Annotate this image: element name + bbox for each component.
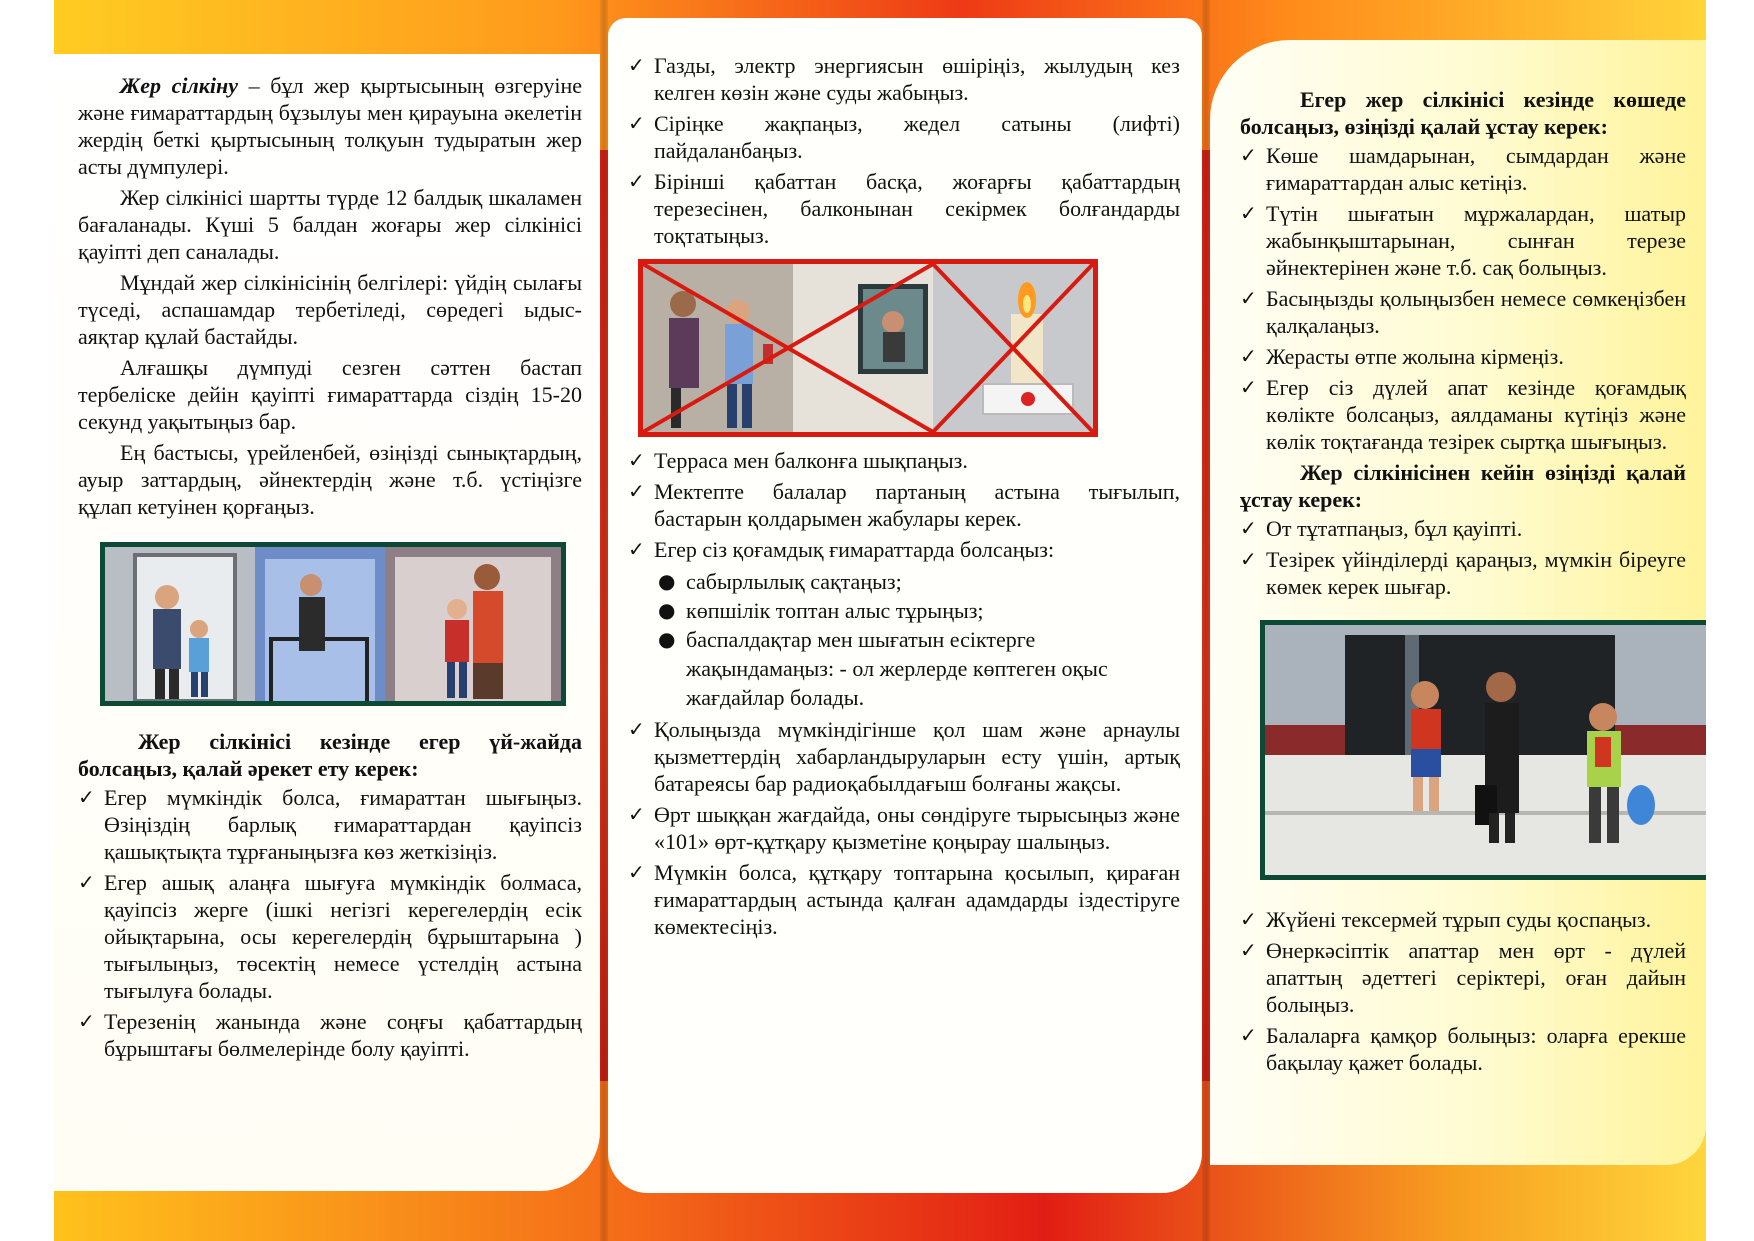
safety-list-item: ✓ Терраса мен балконға шықпаңыз. (628, 448, 968, 473)
safety-list-item: ✓ Қолыңызда мүмкіндігінше қол шам және арнаулы қызметтердің хабарландыруларын есту үшін, артық батареясы бар радиоқабылдағыш болғаны жақсы. (628, 717, 1180, 796)
check-icon: ✓ (1240, 286, 1257, 310)
check-icon: ✓ (1240, 1023, 1257, 1047)
leaving-building-drawing (1265, 625, 1706, 875)
safety-list-item: ✓ Мектепте балалар партаның астына тығылып, бастарын қолдарымен жабулары керек. (628, 479, 1180, 531)
check-icon: ✓ (628, 537, 645, 561)
check-icon: ✓ (1240, 516, 1257, 540)
intro-paragraph (78, 72, 582, 180)
safety-list-item: ✓ Егер сіз қоғамдық ғимараттарда болсаңыз: (628, 537, 1055, 562)
check-icon: ✓ (628, 448, 645, 472)
paragraph: Мұндай жер сілкінісінің белгілері: үйдің сылағы түседі, аспашамдар тербетіледі, сөредегі ыдыс-аяқтар құлай бастайды. (78, 270, 582, 349)
after-list-item: ✓ От тұтатпаңыз, бұл қауіпті. (1240, 516, 1523, 541)
panel-right (1210, 0, 1706, 1241)
street-list-item: ✓ Басыңызды қолыңызбен немесе сөмкеңізбен қалқалаңыз. (1240, 286, 1686, 338)
check-icon: ✓ (78, 1009, 95, 1033)
check-icon: ✓ (628, 111, 645, 135)
street-list-item: ✓ Түтін шығатын мұржалардан, шатыр жабынқыштарынан, сынған терезе әйнектерінен және т.б. сақ болыңыз. (1240, 201, 1686, 280)
check-icon: ✓ (628, 479, 645, 503)
fold-line (1202, 0, 1210, 1241)
paragraph: Алғашқы дүмпуді сезген сәттен бастап тербеліске дейін қауіпті ғимараттарда сіздің 15-20 секунд уақытыңыз бар. (78, 355, 582, 434)
intro-text: – бұл жер қыртысының өзгеруіне және ғимараттардың бұзылуы мен қирауына әкелетін жердің беткі қыртысының толқуын тудыратын жер асты дүмпулері. (78, 73, 582, 179)
paragraph: Ең бастысы, үрейленбей, өзіңізді сынықтардың, ауыр заттардың, әйнектердің және т.б. үстіңізге құлап кетуінен қорғаңыз. (78, 440, 582, 519)
panel-right-content (1240, 86, 1686, 1080)
prohibited-actions-drawing (643, 264, 1093, 432)
bullet-icon: ● (658, 569, 676, 593)
after-list-item: ✓ Өнеркәсіптік апаттар мен өрт - дүлей апаттың әдеттегі серіктері, оған дайын болыңыз. (1240, 938, 1686, 1017)
indoor-list-item: ✓ Егер ашық алаңға шығуға мүмкіндік болмаса, қауіпсіз жерге (ішкі негізгі керегелердің есік ойықтарына, осы керегелердің бұрыштарына ) тығылыңыз, төсектің немесе үстелдің астына тығылуға болады. (78, 870, 582, 1003)
illustration-prohibited-actions (638, 259, 1098, 437)
indoor-list-item: ✓ Егер мүмкіндік болса, ғимараттан шығыңыз. Өзіңіздің барлық ғимараттардан қауіпсіз қашықтықта тұрғаныңызға көз жеткізіңіз. (78, 785, 582, 864)
panel-middle (608, 0, 1202, 1241)
indoor-heading: Жер сілкінісі кезінде егер үй-жайда болсаңыз, қалай әрекет ету керек: (78, 729, 582, 781)
check-icon: ✓ (628, 802, 645, 826)
bullet-item: ● баспалдақтар мен шығатын есіктерге жақындамаңыз: - ол жерлерде көптеген оқыс жағдайлар болады. (658, 627, 1108, 710)
check-icon: ✓ (1240, 938, 1257, 962)
doorway-scene-drawing (105, 547, 561, 701)
after-list-item: ✓ Балаларға қамқор болыңыз: оларға ерекше бақылау қажет болады. (1240, 1023, 1686, 1075)
illustration-leaving-building (1260, 620, 1706, 880)
after-list-item: ✓ Жүйені тексермей тұрып суды қоспаңыз. (1240, 907, 1652, 932)
bullet-icon: ● (658, 627, 676, 651)
safety-list-item: ✓ Өрт шыққан жағдайда, оны сөндіруге тырысыңыз және «101» өрт-құтқару қызметіне қоңырау шалыңыз. (628, 802, 1180, 854)
after-list-item: ✓ Тезірек үйінділерді қараңыз, мүмкін біреуге көмек керек шығар. (1240, 547, 1686, 599)
check-icon: ✓ (78, 785, 95, 809)
safety-list-item: ✓ Бірінші қабаттан басқа, жоғарғы қабаттардың терезесінен, балконынан секірмек болғандарды тоқтатыңыз. (628, 169, 1180, 248)
street-list-item: ✓ Егер сіз дүлей апат кезінде қоғамдық көлікте болсаңыз, аялдаманы күтіңіз және көлік тоқтағанда тезірек сыртқа шығыңыз. (1240, 375, 1686, 454)
check-icon: ✓ (628, 53, 645, 77)
panel-middle-content (628, 52, 1180, 944)
indoor-list-item: ✓ Терезенің жанында және соңғы қабаттардың бұрыштағы бөлмелерінде болу қауіпті. (78, 1009, 582, 1061)
bullet-item: ● сабырлылық сақтаңыз; (658, 569, 902, 594)
check-icon: ✓ (78, 870, 95, 894)
street-list-item: ✓ Жерасты өтпе жолына кірмеңіз. (1240, 344, 1564, 369)
safety-list-item: ✓ Мүмкін болса, құтқару топтарына қосылып, қираған ғимараттардың астында қалған адамдарды іздестіруге көмектесіңіз. (628, 860, 1180, 939)
after-heading: Жер сілкінісінен кейін өзіңізді қалай ұстау керек: (1240, 460, 1686, 512)
brochure-sheet (54, 0, 1706, 1241)
panel-left-content (78, 72, 582, 1066)
intro-term: Жер сілкіну (120, 73, 238, 98)
street-list-item: ✓ Көше шамдарынан, сымдардан және ғимараттардан алыс кетіңіз. (1240, 143, 1686, 195)
check-icon: ✓ (1240, 375, 1257, 399)
check-icon: ✓ (1240, 143, 1257, 167)
street-heading: Егер жер сілкінісі кезінде көшеде болсаңыз, өзіңізді қалай ұстау керек: (1240, 87, 1686, 139)
check-icon: ✓ (1240, 344, 1257, 368)
safety-list-item: ✓ Газды, электр энергиясын өшіріңіз, жылудың кез келген көзін және суды жабыңыз. (628, 53, 1180, 105)
bullet-icon: ● (658, 598, 676, 622)
check-icon: ✓ (1240, 547, 1257, 571)
illustration-family-in-doorway (100, 542, 566, 706)
check-icon: ✓ (1240, 201, 1257, 225)
paragraph: Жер сілкінісі шартты түрде 12 балдық шкаламен бағаланады. Күші 5 балдан жоғары жер сілкінісі қауіпті деп саналады. (78, 185, 582, 264)
check-icon: ✓ (628, 860, 645, 884)
check-icon: ✓ (1240, 907, 1257, 931)
safety-list-item: ✓ Сіріңке жақпаңыз, жедел сатыны (лифті) пайдаланбаңыз. (628, 111, 1180, 163)
fold-line (600, 0, 608, 1241)
check-icon: ✓ (628, 717, 645, 741)
bullet-item: ● көпшілік топтан алыс тұрыңыз; (658, 598, 984, 623)
check-icon: ✓ (628, 169, 645, 193)
panel-left (54, 0, 600, 1241)
